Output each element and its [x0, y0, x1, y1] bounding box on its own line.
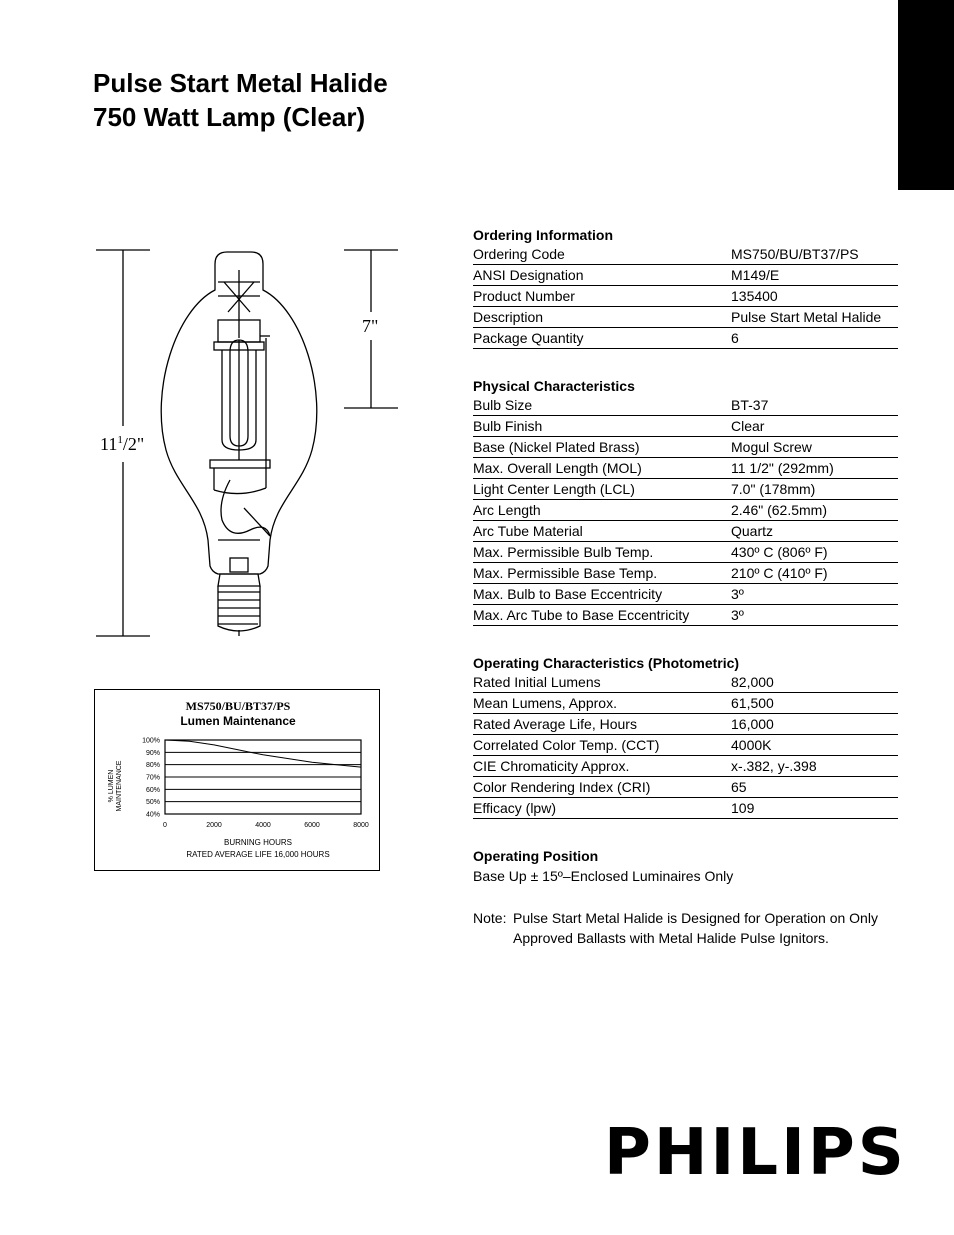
spec-label: Color Rendering Index (CRI)	[473, 779, 651, 795]
spec-row	[473, 543, 898, 563]
spec-value: 65	[731, 779, 747, 795]
spec-row	[473, 480, 898, 500]
spec-row	[473, 757, 898, 777]
operating-rows	[473, 673, 898, 819]
spec-value: 2.46" (62.5mm)	[731, 502, 828, 518]
spec-value: 82,000	[731, 674, 774, 690]
spec-value: 16,000	[731, 716, 774, 732]
spec-label: Arc Tube Material	[473, 523, 583, 539]
spec-value: 430º C (806º F)	[731, 544, 828, 560]
spec-label: Arc Length	[473, 502, 541, 518]
physical-rows	[473, 396, 898, 626]
specifications	[473, 226, 898, 948]
spec-label: Mean Lumens, Approx.	[473, 695, 617, 711]
chart-y-tick-label: 100%	[142, 737, 160, 745]
spec-value: 6	[731, 330, 739, 346]
spec-row	[473, 522, 898, 542]
spec-row	[473, 778, 898, 798]
spec-label: Max. Permissible Bulb Temp.	[473, 544, 654, 560]
spec-label: Max. Arc Tube to Base Eccentricity	[473, 607, 690, 623]
chart-y-tick-label: 80%	[145, 762, 160, 770]
lamp-base	[218, 574, 260, 586]
spec-value: M149/E	[731, 267, 780, 283]
spec-value: MS750/BU/BT37/PS	[731, 246, 859, 262]
spec-label: CIE Chromaticity Approx.	[473, 758, 630, 774]
spec-row	[473, 245, 898, 265]
spec-value: Clear	[731, 418, 765, 434]
spec-label: Rated Average Life, Hours	[473, 716, 637, 732]
chart-x-tick-label: 4000	[255, 822, 271, 829]
spec-row	[473, 606, 898, 626]
chart-y-label-1: % LUMEN	[108, 769, 115, 803]
spec-label: Max. Bulb to Base Eccentricity	[473, 586, 663, 602]
spec-row	[473, 799, 898, 819]
spec-label: Description	[473, 309, 544, 325]
lumen-maintenance-chart	[94, 689, 380, 871]
spec-label: Base (Nickel Plated Brass)	[473, 439, 640, 455]
spec-label: Max. Permissible Base Temp.	[473, 565, 658, 581]
chart-x-label: BURNING HOURS	[223, 838, 293, 847]
chart-y-tick-label: 70%	[145, 774, 160, 782]
note-text: Pulse Start Metal Halide is Designed for Operation on Only Approved Ballasts with Metal Halide Pulse Ignitors.	[513, 910, 878, 946]
section-heading: Operating Position	[473, 848, 599, 864]
spec-label: Light Center Length (LCL)	[473, 481, 635, 497]
spec-value: 11 1/2" (292mm)	[731, 460, 834, 476]
chart-y-tick-label: 90%	[145, 749, 160, 757]
chart-x-tick-label: 8000	[353, 822, 369, 829]
overall-length-label: $11^1/2$"	[100, 434, 145, 454]
chart-series-line	[165, 740, 361, 767]
spec-row	[473, 736, 898, 756]
philips-logo: PHILIPS	[604, 1116, 907, 1190]
light-center-length-label: 7"	[362, 316, 379, 336]
ordering-information	[473, 226, 898, 349]
spec-row	[473, 694, 898, 714]
spec-value: 3º	[731, 607, 744, 623]
spec-row	[473, 715, 898, 735]
spec-row	[473, 585, 898, 605]
spec-row	[473, 287, 898, 307]
spec-label: Ordering Code	[473, 246, 565, 262]
section-heading: Ordering Information	[473, 227, 613, 243]
spec-value: x-.382, y-.398	[731, 758, 817, 774]
spec-value: 210º C (410º F)	[731, 565, 828, 581]
spec-row	[473, 501, 898, 521]
chart-svg	[95, 690, 381, 872]
chart-x-tick-label: 6000	[304, 822, 320, 829]
chart-y-tick-label: 50%	[145, 799, 160, 807]
spec-label: Package Quantity	[473, 330, 584, 346]
chart-grid	[165, 740, 361, 814]
spec-label: Efficacy (lpw)	[473, 800, 556, 816]
spec-value: 7.0" (178mm)	[731, 481, 816, 497]
spec-label: Correlated Color Temp. (CCT)	[473, 737, 660, 753]
spec-value: 3º	[731, 586, 744, 602]
note	[473, 908, 898, 948]
chart-y-ticks	[142, 738, 160, 819]
spec-value: 109	[731, 800, 755, 816]
chart-x-ticks	[163, 822, 369, 829]
lamp-drawing	[90, 240, 410, 650]
spec-row	[473, 564, 898, 584]
chart-y-tick-label: 40%	[145, 811, 160, 819]
spec-row	[473, 438, 898, 458]
spec-row	[473, 308, 898, 328]
title-line-2: 750 Watt Lamp (Clear)	[93, 102, 366, 132]
chart-series	[165, 740, 361, 767]
chart-y-tick-label: 60%	[145, 786, 160, 794]
spec-row	[473, 417, 898, 437]
spec-value: Pulse Start Metal Halide	[731, 309, 882, 325]
spec-label: Product Number	[473, 288, 575, 304]
section-heading: Physical Characteristics	[473, 378, 635, 394]
chart-x-tick-label: 0	[163, 822, 167, 829]
spec-label: ANSI Designation	[473, 267, 584, 283]
page-title	[93, 66, 388, 134]
chart-x-tick-label: 2000	[206, 822, 222, 829]
spec-value: Quartz	[731, 523, 774, 539]
chart-subtitle: Lumen Maintenance	[180, 714, 296, 728]
spec-label: Bulb Size	[473, 397, 533, 413]
operating-characteristics	[473, 654, 898, 819]
operating-position	[473, 847, 898, 886]
spec-value: 4000K	[731, 737, 772, 753]
spec-label: Max. Overall Length (MOL)	[473, 460, 642, 476]
spec-value: 61,500	[731, 695, 774, 711]
spec-row	[473, 329, 898, 349]
title-line-1: Pulse Start Metal Halide	[93, 68, 388, 98]
section-heading: Operating Characteristics (Photometric)	[473, 655, 740, 671]
chart-x-label-2: RATED AVERAGE LIFE 16,000 HOURS	[186, 850, 330, 859]
ordering-rows	[473, 245, 898, 349]
spec-label: Bulb Finish	[473, 418, 543, 434]
physical-characteristics	[473, 377, 898, 626]
spec-row	[473, 459, 898, 479]
spec-value: Mogul Screw	[731, 439, 812, 455]
chart-title: MS750/BU/BT37/PS	[185, 699, 291, 713]
spec-row	[473, 673, 898, 693]
chart-y-label-2: MAINTENANCE	[116, 760, 123, 812]
spec-value: 135400	[731, 288, 778, 304]
operating-position-text: Base Up ± 15º–Enclosed Luminaires Only	[473, 868, 734, 884]
note-label: Note:	[473, 910, 507, 926]
spec-row	[473, 266, 898, 286]
spec-value: BT-37	[731, 397, 769, 413]
corner-tab	[898, 0, 954, 190]
spec-label: Rated Initial Lumens	[473, 674, 601, 690]
spec-row	[473, 396, 898, 416]
